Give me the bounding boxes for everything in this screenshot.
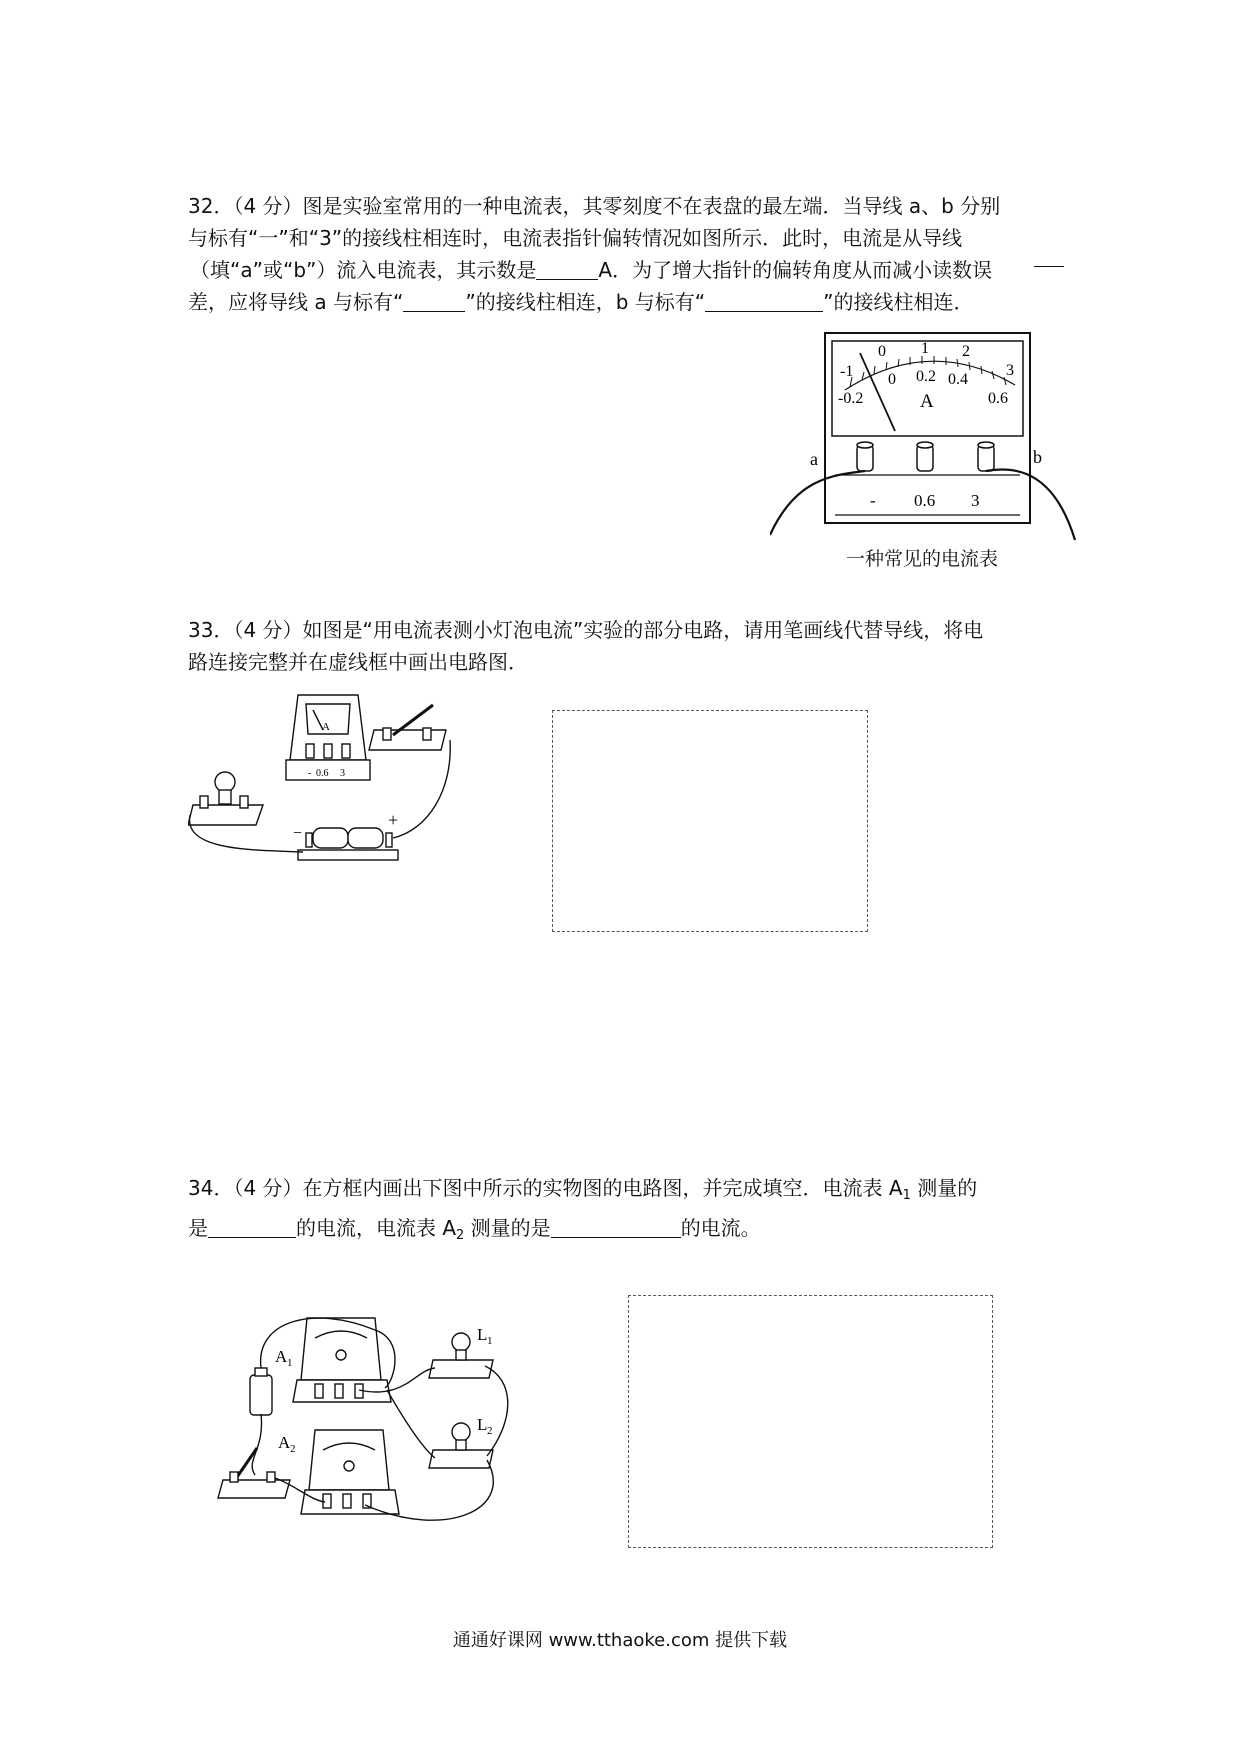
label-l2: L [477, 1415, 488, 1434]
q33-wire [393, 740, 450, 838]
meter-bottom-tick: 0 [888, 371, 896, 388]
q32-line-1: 32．（4 分）图是实验室常用的一种电流表，其零刻度不在表盘的最左端．当导线 a、b 分别 [188, 194, 1001, 218]
label-a2-sub: 2 [290, 1443, 296, 1455]
meter-top-tick: 2 [962, 343, 970, 360]
q33-line-2: 路连接完整并在虚线框中画出电路图． [188, 650, 528, 674]
label-l1-sub: 1 [487, 1335, 493, 1347]
q33-battery [298, 828, 398, 860]
q33-ammeter-terminal: 3 [340, 768, 345, 779]
q32-line-4: 差，应将导线 a 与标有“ ”的接线柱相连，b 与标有“ ”的接线柱相连． [188, 290, 974, 314]
label-l1: L [477, 1325, 488, 1344]
meter-pointer [860, 353, 895, 431]
meter-terminal-label: 0.6 [914, 491, 936, 510]
q34-ammeter-a2 [301, 1430, 399, 1514]
meter-bottom-tick: 0.4 [948, 371, 968, 388]
q33-switch [369, 705, 446, 750]
q32-line-3: （填“a”或“b”）流入电流表，其示数是 A．为了增大指针的偏转角度从而减小读数误 [190, 258, 993, 282]
wire-b-label: b [1033, 447, 1042, 467]
question-32 [188, 190, 1058, 318]
meter-unit: A [920, 391, 934, 412]
q34-circuit-figure [215, 1310, 535, 1540]
meter-bottom-tick: 0.2 [916, 368, 936, 385]
q34-line-1: 34．（4 分）在方框内画出下图中所示的实物图的电路图，并完成填空．电流表 $A_1$ 测量的 [188, 1176, 978, 1203]
label-a2: A [278, 1433, 291, 1452]
meter-top-tick: 1 [921, 340, 929, 357]
q33-ammeter-terminal: - [308, 768, 312, 779]
wire-a-label: a [810, 449, 818, 469]
battery-plus-label: + [388, 810, 399, 830]
q34-blank-a2 [551, 1215, 681, 1238]
q34-blank-a1 [208, 1215, 296, 1238]
q33-ammeter-terminal: 0.6 [316, 768, 329, 779]
q33-ammeter-unit: A [322, 721, 330, 733]
meter-top-tick: -1 [840, 363, 854, 380]
q33-line-1: 33．（4 分）如图是“用电流表测小灯泡电流”实验的部分电路，请用笔画线代替导线，将电 [188, 618, 984, 642]
q34-battery [250, 1368, 272, 1415]
label-a1-sub: 1 [287, 1357, 293, 1369]
q32-blank-reading [536, 257, 598, 280]
question-33 [188, 614, 1058, 678]
meter-top-tick: 3 [1006, 362, 1014, 379]
q33-answer-box[interactable] [552, 710, 868, 932]
q33-circuit-figure [188, 690, 478, 880]
question-34 [188, 1172, 1058, 1252]
q32-figure-caption: 一种常见的电流表 [846, 548, 999, 570]
q34-answer-box[interactable] [628, 1295, 993, 1548]
meter-bottom-tick: 0.6 [988, 390, 1008, 407]
wire-a [770, 471, 865, 535]
q32-blank-a-terminal [403, 289, 465, 312]
meter-top-tick: 0 [878, 343, 886, 360]
meter-bottom-tick: -0.2 [838, 390, 864, 407]
meter-terminal-label: 3 [971, 491, 980, 510]
label-l2-sub: 2 [487, 1425, 493, 1437]
q32-line-2: 与标有“一”和“3”的接线柱相连时，电流表指针偏转情况如图所示．此时，电流是从导线 [188, 226, 963, 250]
page-footer: 通通好课网 www.tthaoke.com 提供下载 [452, 1630, 788, 1651]
q32-blank-b-terminal [705, 289, 823, 312]
battery-minus-label: − [293, 825, 303, 842]
q32-ammeter-figure [770, 325, 1090, 545]
meter-terminal-label: - [870, 491, 876, 510]
q33-lamp [188, 772, 263, 825]
label-a1: A [275, 1347, 288, 1366]
q32-blank-wire [1034, 244, 1064, 267]
q34-line-2: 是 的电流，电流表 $A_2$ 测量的是 的电流。 [188, 1216, 761, 1243]
